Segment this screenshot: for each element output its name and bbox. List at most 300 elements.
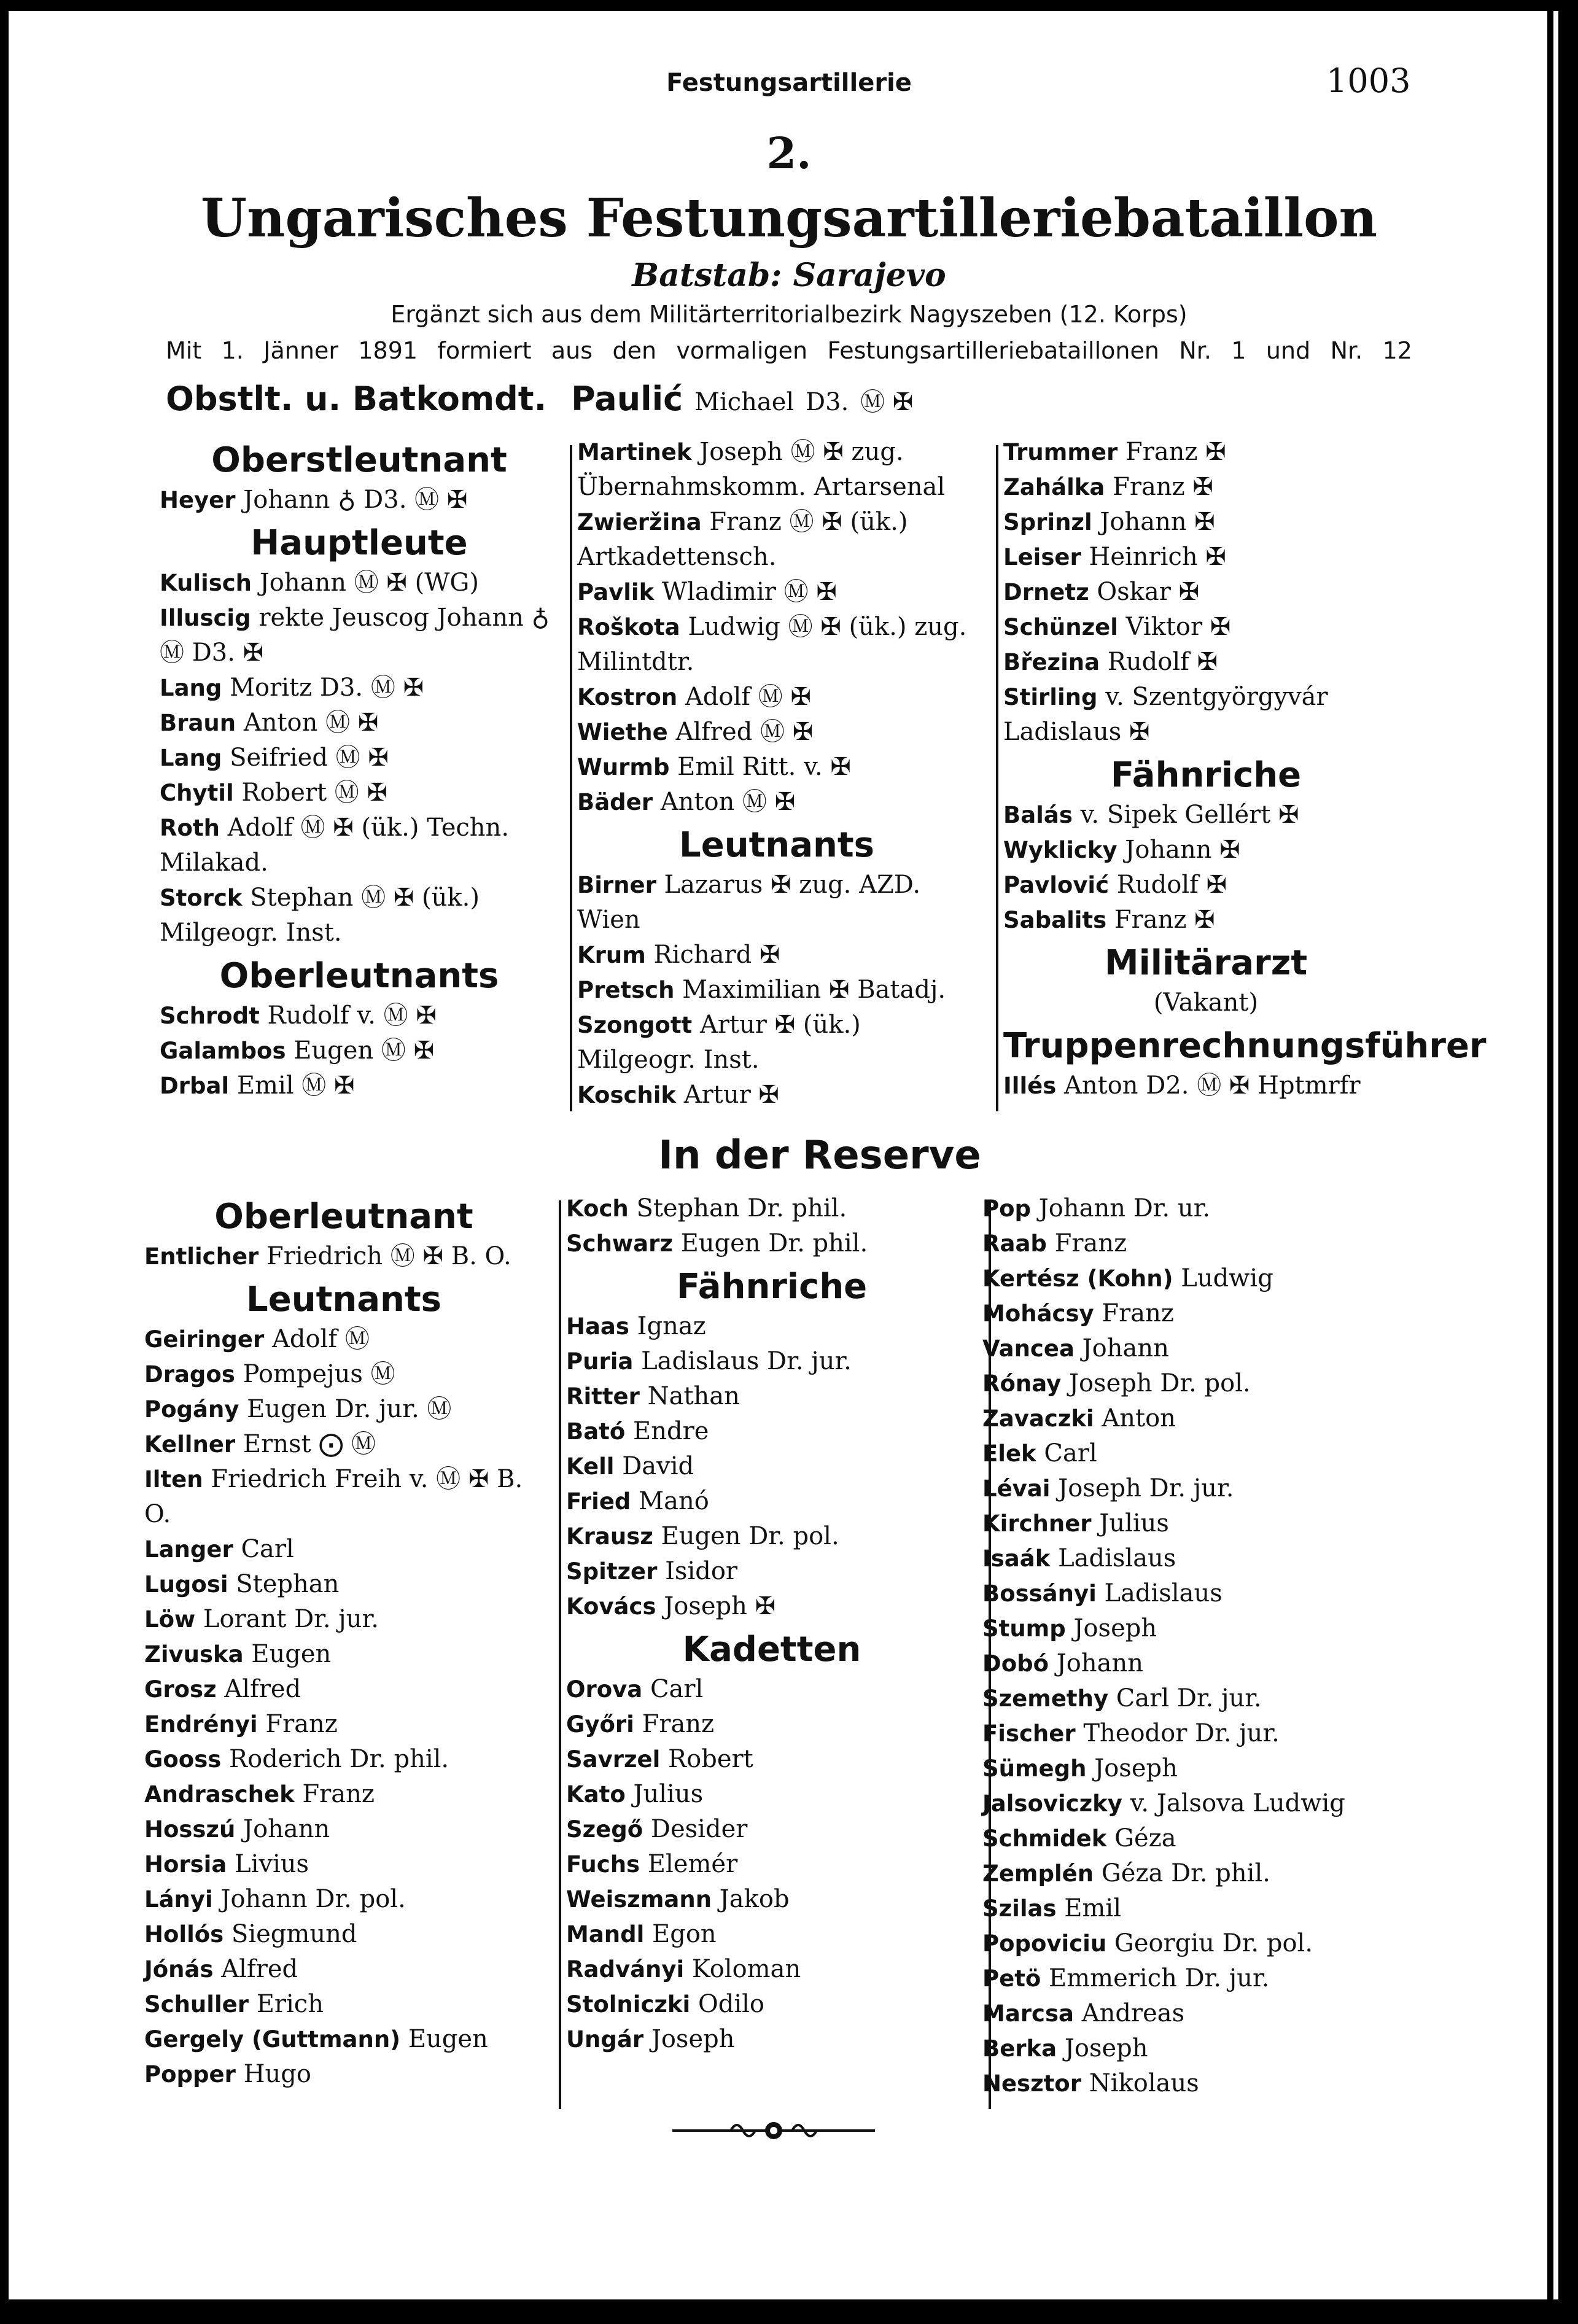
entry-surname: Lang — [160, 675, 222, 701]
entry-surname: Radványi — [566, 1956, 685, 1983]
entry-surname: Kellner — [144, 1431, 236, 1458]
page-number: 1003 — [1326, 61, 1411, 100]
column-rule — [559, 1200, 561, 2109]
roster-entry — [577, 435, 976, 505]
entry-details: Egon — [652, 1920, 717, 1948]
roster-entry — [160, 1068, 559, 1103]
commander-marks: Ⓜ ✠ — [860, 388, 914, 416]
roster-entry — [566, 1917, 978, 1952]
section-heading: Oberstleutnant — [211, 440, 507, 480]
entry-surname: Elek — [982, 1440, 1036, 1467]
roster-entry — [566, 1484, 978, 1519]
entry-details: Ladislaus — [1104, 1579, 1222, 1607]
roster-entry — [566, 1847, 978, 1882]
roster-entry — [144, 1882, 543, 1917]
roster-entry — [982, 1611, 1412, 1646]
entry-surname: Birner — [577, 872, 656, 898]
roster-entry — [982, 1296, 1412, 1331]
entry-details: Eugen — [408, 2025, 488, 2053]
entry-surname: Zavaczki — [982, 1405, 1094, 1432]
entry-details: Robert — [668, 1745, 753, 1773]
roster-entry — [982, 1261, 1412, 1296]
entry-details: Anton — [1102, 1404, 1176, 1432]
entry-surname: Popper — [144, 2061, 236, 2088]
entry-surname: Hollós — [144, 1921, 224, 1948]
entry-surname: Lugosi — [144, 1571, 228, 1598]
roster-entry — [1003, 903, 1409, 938]
entry-details: Adolf Ⓜ — [271, 1325, 370, 1353]
roster-entry — [1003, 435, 1409, 470]
active-column-3 — [1003, 435, 1487, 1103]
entry-details: Johann — [1082, 1334, 1169, 1362]
entry-details: Odilo — [698, 1990, 765, 2018]
entry-surname: Braun — [160, 710, 236, 736]
entry-details: Alfred Ⓜ ✠ — [675, 718, 814, 746]
entry-details: Desider — [650, 1815, 748, 1843]
roster-entry — [1003, 645, 1409, 680]
entry-surname: Gergely (Guttmann) — [144, 2026, 401, 2053]
roster-entry — [577, 505, 976, 575]
entry-details: Julius — [1099, 1509, 1169, 1537]
entry-surname: Kirchner — [982, 1510, 1092, 1537]
roster-entry — [160, 600, 559, 670]
entry-surname: Illés — [1003, 1073, 1057, 1099]
entry-details: Joseph — [651, 2025, 735, 2053]
entry-details: Siegmund — [231, 1920, 357, 1948]
scan-border-right — [1558, 0, 1578, 2324]
entry-surname: Martinek — [577, 439, 692, 465]
entry-surname: Haas — [566, 1313, 629, 1340]
roster-entry — [566, 1226, 978, 1261]
entry-details: Roderich Dr. phil. — [228, 1745, 449, 1773]
section-heading: Oberleutnants — [219, 956, 499, 996]
roster-entry — [982, 1436, 1412, 1471]
entry-details: v. Sipek Gellért ✠ — [1080, 801, 1299, 829]
entry-details: Nikolaus — [1089, 2069, 1199, 2097]
entry-surname: Jalsoviczky — [982, 1790, 1122, 1817]
entry-details: Georgiu Dr. pol. — [1114, 1929, 1313, 1957]
roster-entry — [566, 1672, 978, 1707]
entry-details: Emil — [1064, 1894, 1121, 1922]
entry-surname: Wurmb — [577, 754, 670, 780]
entry-surname: Savrzel — [566, 1746, 661, 1773]
roster-entry — [577, 610, 976, 680]
roster-entry — [577, 785, 976, 820]
entry-details: Livius — [235, 1850, 309, 1878]
entry-surname: Vancea — [982, 1335, 1075, 1362]
roster-entry — [982, 1926, 1412, 1961]
roster-entry — [566, 1777, 978, 1812]
roster-entry — [144, 1952, 543, 1987]
roster-entry — [982, 1576, 1412, 1611]
entry-details: Eugen — [251, 1640, 332, 1668]
entry-surname: Spitzer — [566, 1558, 658, 1585]
entry-details: Carl Dr. jur. — [1116, 1684, 1262, 1712]
entry-details: Johann Ⓜ ✠ (WG) — [259, 569, 479, 597]
entry-details: Julius — [633, 1780, 704, 1808]
entry-surname: Stolniczki — [566, 1991, 691, 2018]
ornament-divider — [672, 2115, 875, 2146]
entry-surname: Gooss — [144, 1746, 222, 1773]
entry-details: Manó — [639, 1487, 709, 1515]
entry-details: Viktor ✠ — [1125, 613, 1231, 641]
roster-entry — [566, 2022, 978, 2057]
roster-entry — [566, 1379, 978, 1414]
entry-details: Seifried Ⓜ ✠ — [230, 744, 389, 772]
roster-entry — [566, 1812, 978, 1847]
entry-details: Franz — [1102, 1299, 1174, 1327]
entry-details: Koloman — [691, 1955, 801, 1983]
roster-entry — [144, 1322, 543, 1357]
entry-surname: Schünzel — [1003, 614, 1118, 640]
entry-details: Elemér — [647, 1850, 738, 1878]
entry-details: Alfred — [224, 1675, 301, 1703]
entry-details: Stephan Ⓜ ✠ (ük.) Milgeogr. Inst. — [160, 884, 480, 947]
roster-entry — [577, 680, 976, 715]
roster-entry — [982, 1786, 1412, 1821]
entry-details: Johann ♁ D3. Ⓜ ✠ — [243, 486, 468, 514]
roster-entry — [1003, 470, 1409, 505]
roster-entry — [160, 775, 559, 810]
roster-entry — [144, 1707, 543, 1742]
entry-surname: Isaák — [982, 1545, 1051, 1572]
roster-entry — [1003, 1068, 1409, 1103]
entry-surname: Pavlik — [577, 579, 655, 605]
entry-details: Artur ✠ (ük.) Milgeogr. Inst. — [577, 1011, 861, 1074]
entry-surname: Schwarz — [566, 1230, 673, 1257]
roster-entry — [1003, 610, 1409, 645]
entry-surname: Berka — [982, 2035, 1057, 2062]
info-line-1: Ergänzt sich aus dem Militärterritorialbezirk Nagyszeben (12. Korps) — [391, 301, 1187, 328]
roster-entry — [144, 1567, 543, 1602]
entry-surname: Nesztor — [982, 2070, 1081, 2097]
roster-entry — [982, 1646, 1412, 1681]
entry-surname: Puria — [566, 1348, 634, 1375]
reserve-column-1 — [144, 1191, 543, 2092]
commander-line — [166, 379, 913, 418]
entry-surname: Zivuska — [144, 1641, 244, 1668]
roster-entry — [982, 1856, 1412, 1891]
roster-entry — [982, 1541, 1412, 1576]
roster-entry — [982, 1366, 1412, 1401]
roster-entry — [144, 1239, 543, 1274]
entry-details: Franz — [642, 1710, 715, 1738]
roster-entry — [566, 1414, 978, 1449]
entry-surname: Szilas — [982, 1895, 1057, 1922]
entry-surname: Illuscig — [160, 605, 251, 631]
entry-details: Rudolf ✠ — [1107, 648, 1218, 676]
roster-entry — [144, 1462, 543, 1532]
entry-details: Lazarus ✠ zug. AZD. Wien — [577, 871, 921, 934]
entry-surname: Ritter — [566, 1383, 640, 1410]
roster-entry — [577, 1078, 976, 1113]
entry-surname: Schmidek — [982, 1825, 1107, 1852]
entry-details: Rudolf v. Ⓜ ✠ — [267, 1001, 437, 1030]
entry-details: Anton D2. Ⓜ ✠ Hptmrfr — [1063, 1071, 1361, 1100]
entry-surname: Heyer — [160, 487, 236, 513]
info-line-2: Mit 1. Jänner 1891 formiert aus den vormaligen Festungsartilleriebataillonen Nr. 1 und Nr. 12 — [166, 337, 1412, 364]
entry-surname: Wyklicky — [1003, 837, 1117, 863]
roster-entry — [982, 1471, 1412, 1506]
roster-entry — [577, 750, 976, 785]
roster-entry — [566, 1191, 978, 1226]
entry-surname: Drnetz — [1003, 579, 1089, 605]
entry-details: Moritz D3. Ⓜ ✠ — [230, 674, 424, 702]
entry-details: Ludwig — [1181, 1264, 1273, 1292]
roster-entry — [982, 1226, 1412, 1261]
entry-surname: Mohácsy — [982, 1300, 1094, 1327]
entry-details: Anton Ⓜ ✠ — [243, 709, 379, 737]
entry-surname: Lévai — [982, 1475, 1051, 1502]
entry-details: Andreas — [1081, 1999, 1185, 2027]
entry-surname: Fischer — [982, 1720, 1076, 1747]
entry-surname: Wiethe — [577, 719, 668, 745]
entry-surname: Březina — [1003, 649, 1100, 675]
entry-surname: Schrodt — [160, 1003, 260, 1029]
entry-details: Stephan — [236, 1570, 340, 1598]
entry-surname: Entlicher — [144, 1243, 259, 1270]
entry-details: Emil Ritt. v. ✠ — [677, 753, 851, 781]
roster-entry — [566, 1742, 978, 1777]
roster-entry — [577, 1008, 976, 1078]
entry-details: Jakob — [719, 1885, 790, 1913]
entry-details: Hugo — [243, 2060, 311, 2088]
entry-surname: Raab — [982, 1230, 1047, 1257]
entry-details: Eugen Dr. jur. Ⓜ — [247, 1395, 452, 1423]
roster-entry — [1003, 540, 1409, 575]
entry-details: Wladimir Ⓜ ✠ — [661, 578, 837, 606]
roster-entry — [577, 715, 976, 750]
roster-entry — [160, 565, 559, 600]
entry-surname: Endrényi — [144, 1711, 258, 1738]
entry-details: Isidor — [665, 1557, 738, 1585]
entry-surname: Andraschek — [144, 1781, 295, 1808]
entry-surname: Pogány — [144, 1396, 239, 1423]
roster-entry — [566, 1309, 978, 1344]
commander-rank: Obstlt. u. Batkomdt. — [166, 379, 547, 418]
roster-entry — [160, 1033, 559, 1068]
commander-suffix: D3. — [806, 388, 849, 416]
entry-details: Emmerich Dr. jur. — [1049, 1964, 1270, 1992]
reserve-heading: In der Reserve — [658, 1133, 981, 1178]
roster-entry — [577, 938, 976, 973]
roster-entry — [160, 880, 559, 950]
entry-details: Richard ✠ — [653, 941, 780, 969]
section-heading: Oberleutnant — [214, 1197, 473, 1237]
entry-surname: Koschik — [577, 1082, 677, 1108]
entry-details: v. Jalsova Ludwig — [1130, 1789, 1345, 1817]
entry-surname: Geiringer — [144, 1326, 265, 1353]
roster-entry — [982, 1191, 1412, 1226]
entry-details: Anton Ⓜ ✠ — [660, 788, 796, 816]
entry-surname: Langer — [144, 1536, 233, 1563]
roster-entry — [144, 1672, 543, 1707]
roster-entry — [1003, 505, 1409, 540]
entry-surname: Lang — [160, 745, 222, 771]
roster-entry — [566, 1952, 978, 1987]
roster-entry — [982, 1401, 1412, 1436]
entry-details: Franz Ⓜ ✠ (ük.) Artkadettensch. — [577, 508, 908, 571]
entry-surname: Marcsa — [982, 2000, 1074, 2027]
entry-surname: Bossányi — [982, 1580, 1097, 1607]
page-title: Ungarisches Festungsartilleriebataillon — [201, 187, 1377, 249]
entry-details: Eugen Ⓜ ✠ — [293, 1036, 435, 1065]
entry-surname: Zahálka — [1003, 474, 1105, 500]
entry-details: Friedrich Ⓜ ✠ B. O. — [266, 1242, 511, 1270]
entry-details: Johann Dr. pol. — [220, 1885, 406, 1913]
roster-entry — [144, 1987, 543, 2022]
roster-entry — [566, 1519, 978, 1554]
entry-surname: Pavlović — [1003, 872, 1110, 898]
roster-entry — [566, 1554, 978, 1589]
roster-entry — [566, 1882, 978, 1917]
entry-details: Erich — [256, 1990, 324, 2018]
entry-details: David — [622, 1452, 694, 1480]
section-heading: Leutnants — [246, 1280, 441, 1319]
entry-details: Heinrich ✠ — [1089, 543, 1226, 571]
entry-surname: Kostron — [577, 684, 678, 710]
entry-surname: Kulisch — [160, 570, 252, 596]
roster-entry — [982, 1891, 1412, 1926]
roster-entry — [577, 575, 976, 610]
running-head: Festungsartillerie — [666, 69, 912, 97]
entry-surname: Sabalits — [1003, 907, 1107, 933]
entry-details: Johann — [1056, 1649, 1144, 1677]
roster-entry — [160, 670, 559, 705]
roster-entry — [982, 2066, 1412, 2101]
entry-details: Franz ✠ — [1125, 438, 1226, 466]
roster-entry — [566, 1987, 978, 2022]
entry-surname: Balás — [1003, 802, 1073, 828]
entry-details: Rudolf ✠ — [1116, 871, 1227, 899]
entry-surname: Roškota — [577, 614, 680, 640]
entry-details: Franz ✠ — [1114, 906, 1215, 934]
entry-surname: Fuchs — [566, 1851, 640, 1878]
entry-details: Artur ✠ — [683, 1081, 779, 1109]
roster-entry — [144, 2057, 543, 2092]
entry-surname: Stump — [982, 1615, 1066, 1642]
roster-entry — [144, 1742, 543, 1777]
entry-details: Joseph — [1064, 2034, 1148, 2062]
roster-entry — [160, 483, 559, 518]
entry-surname: Dobó — [982, 1650, 1049, 1677]
entry-surname: Szegő — [566, 1816, 643, 1843]
section-heading: Truppenrechnungsführer — [1003, 1026, 1487, 1066]
entry-details: Oskar ✠ — [1097, 578, 1200, 606]
commander-surname: Paulić — [571, 379, 683, 418]
roster-entry — [982, 1961, 1412, 1996]
roster-entry — [144, 1777, 543, 1812]
entry-details: Ernst ⨀ Ⓜ — [243, 1430, 376, 1458]
roster-entry — [577, 973, 976, 1008]
entry-details: Géza Dr. phil. — [1101, 1859, 1270, 1887]
roster-entry — [144, 1637, 543, 1672]
entry-surname: Löw — [144, 1606, 196, 1633]
entry-details: Theodor Dr. jur. — [1083, 1719, 1280, 1747]
column-rule — [996, 445, 998, 1111]
entry-details: Adolf Ⓜ ✠ (ük.) Techn. Milakad. — [160, 814, 510, 877]
entry-surname: Weiszmann — [566, 1886, 712, 1913]
roster-entry — [144, 2022, 543, 2057]
section-heading: Leutnants — [679, 825, 874, 865]
entry-surname: Zemplén — [982, 1860, 1094, 1887]
entry-surname: Szemethy — [982, 1685, 1109, 1712]
scan-border-left — [0, 0, 9, 2324]
entry-details: Friedrich Freih v. Ⓜ ✠ B. O. — [144, 1465, 523, 1528]
entry-surname: Roth — [160, 815, 220, 841]
entry-details: Ludwig Ⓜ ✠ (ük.) zug. Milintdtr. — [577, 613, 967, 676]
roster-entry — [982, 1681, 1412, 1716]
roster-entry — [566, 1449, 978, 1484]
entry-surname: Zwieržina — [577, 509, 702, 535]
entry-details: Stephan Dr. phil. — [636, 1194, 847, 1222]
entry-surname: Pretsch — [577, 977, 675, 1003]
entry-details: Ladislaus — [1058, 1544, 1176, 1572]
entry-surname: Jónás — [144, 1956, 214, 1983]
entry-surname: Kovács — [566, 1593, 656, 1620]
roster-entry — [577, 868, 976, 938]
entry-surname: Krausz — [566, 1523, 653, 1550]
entry-details: Joseph Dr. jur. — [1058, 1474, 1234, 1502]
entry-surname: Drbal — [160, 1073, 230, 1099]
entry-surname: Fried — [566, 1488, 631, 1515]
entry-details: Joseph Ⓜ ✠ zug. Übernahmskomm. Artarsenal — [577, 438, 946, 501]
entry-details: Lorant Dr. jur. — [203, 1605, 379, 1633]
entry-surname: Stirling — [1003, 684, 1098, 710]
entry-surname: Trummer — [1003, 439, 1118, 465]
entry-surname: Dragos — [144, 1361, 235, 1388]
entry-details: Nathan — [647, 1382, 740, 1410]
roster-entry — [1003, 798, 1409, 833]
entry-details: Franz — [302, 1780, 375, 1808]
roster-entry — [566, 1707, 978, 1742]
section-heading: Kadetten — [682, 1630, 861, 1669]
roster-entry — [982, 1821, 1412, 1856]
roster-entry — [144, 1532, 543, 1567]
entry-surname: Orova — [566, 1676, 643, 1703]
entry-surname: Kato — [566, 1781, 626, 1808]
section-heading: Hauptleute — [251, 523, 468, 563]
entry-details: Carl — [1044, 1439, 1097, 1467]
entry-details: Franz — [265, 1710, 338, 1738]
entry-surname: Horsia — [144, 1851, 227, 1878]
entry-details: Joseph Dr. pol. — [1068, 1369, 1251, 1397]
entry-details: Carl — [650, 1675, 704, 1703]
entry-surname: Storck — [160, 885, 243, 911]
entry-surname: Grosz — [144, 1676, 217, 1703]
entry-surname: Bäder — [577, 789, 653, 815]
reserve-column-2 — [566, 1191, 978, 2057]
entry-details: Géza — [1114, 1824, 1176, 1852]
roster-entry — [1003, 575, 1409, 610]
entry-details: Ladislaus Dr. jur. — [641, 1347, 852, 1375]
entry-details: Johann ✠ — [1100, 508, 1215, 536]
roster-entry — [144, 1847, 543, 1882]
entry-surname: Ungár — [566, 2026, 644, 2053]
entry-surname: Kell — [566, 1453, 615, 1480]
section-heading: Fähnriche — [1110, 755, 1302, 795]
entry-surname: Koch — [566, 1195, 629, 1222]
roster-entry — [160, 998, 559, 1033]
roster-entry — [982, 1716, 1412, 1751]
entry-details: Joseph — [1073, 1614, 1157, 1642]
entry-details: Franz ✠ — [1113, 473, 1213, 501]
entry-surname: Schuller — [144, 1991, 249, 2018]
entry-surname: Galambos — [160, 1038, 286, 1064]
entry-surname: Rónay — [982, 1370, 1062, 1397]
entry-details: Adolf Ⓜ ✠ — [685, 683, 812, 711]
entry-details: rekte Jeuscog Johann ♁ Ⓜ D3. ✠ — [160, 604, 550, 667]
